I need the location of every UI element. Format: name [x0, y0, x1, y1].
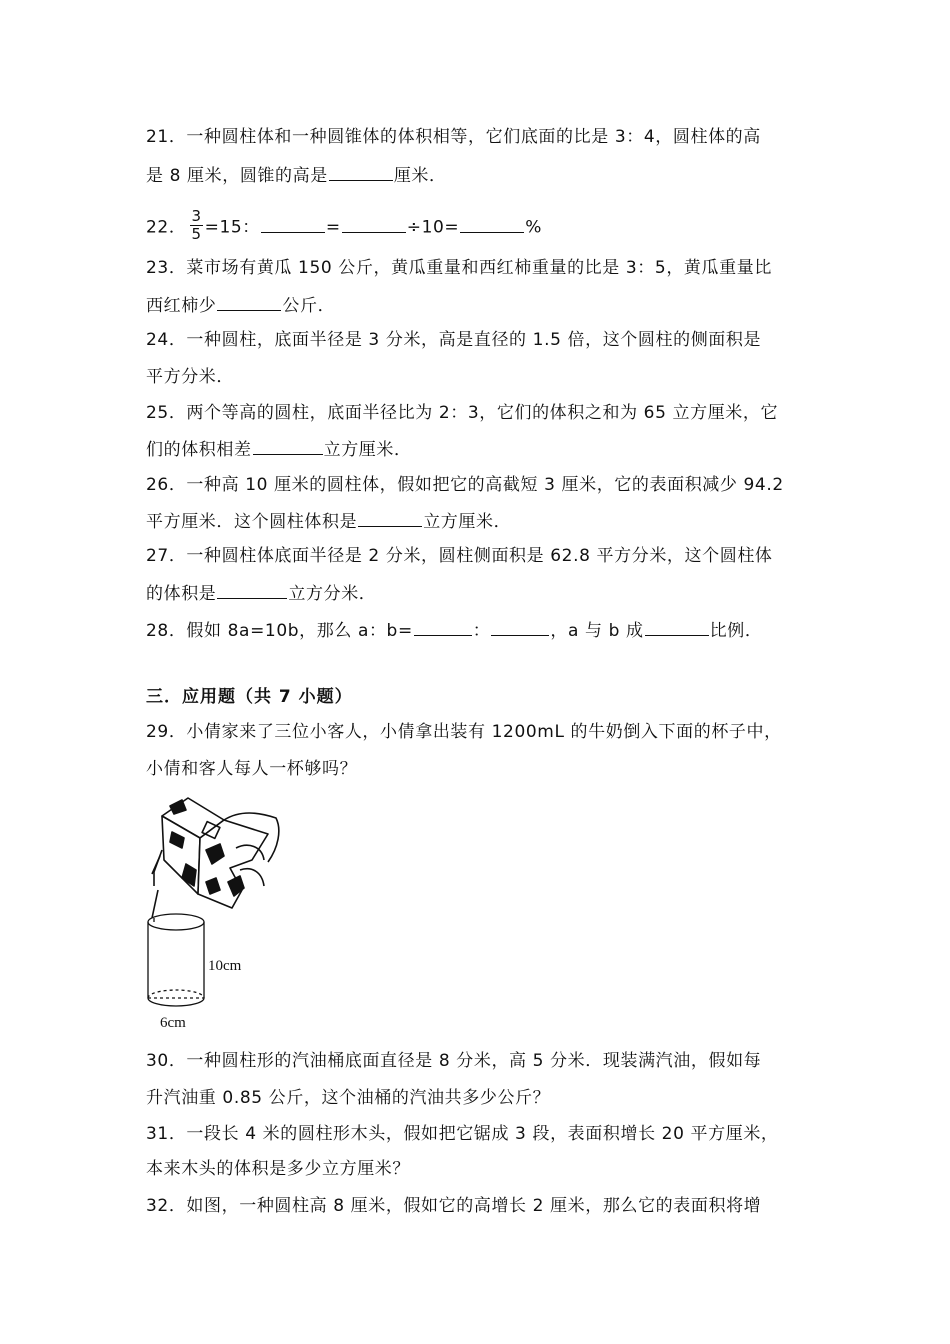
q26-line2: [146, 510, 511, 533]
q27-text-a: 的体积是: [146, 584, 217, 604]
answer-blank[interactable]: [217, 294, 281, 311]
q31-line1: 31．一段长 4 米的圆柱形木头，假如把它锯成 3 段，表面积增长 20 平方厘米，: [146, 1124, 779, 1144]
q22-part1: =15：: [204, 217, 260, 238]
answer-blank[interactable]: [342, 216, 406, 233]
q24-line1: 24．一种圆柱，底面半径是 3 分米，高是直径的 1.5 倍，这个圆柱的侧面积是: [146, 330, 762, 350]
q31-line2: 本来木头的体积是多少立方厘米？: [146, 1159, 410, 1179]
q28-text-a: 28．假如 8a=10b，那么 a：b=: [146, 621, 413, 641]
q21-text-a: 是 8 厘米，圆锥的高是: [146, 166, 328, 186]
q28-text-d: 比例．: [709, 621, 763, 641]
q28-line: [146, 619, 762, 642]
q22-part3: ÷10=: [406, 217, 460, 238]
q27-line2: [146, 582, 376, 605]
fraction-numerator: 3: [191, 207, 202, 225]
q22-part4: %: [525, 217, 543, 238]
q23-text-b: 公斤．: [282, 296, 336, 316]
q22-prefix: 22．: [146, 217, 187, 238]
answer-blank[interactable]: [329, 164, 393, 181]
answer-blank[interactable]: [253, 438, 323, 455]
q27-line1: 27．一种圆柱体底面半径是 2 分米，圆柱侧面积是 62.8 平方分米，这个圆柱体: [146, 546, 773, 566]
q21-text-b: 厘米．: [393, 166, 447, 186]
answer-blank[interactable]: [645, 619, 709, 636]
answer-blank[interactable]: [358, 510, 422, 527]
cup-diameter-label: 6cm: [160, 1015, 186, 1031]
q23-text-a: 西红柿少: [146, 296, 217, 316]
cylinder-cup-shape: [148, 914, 204, 1006]
section-title: 三．应用题（共 7 小题）: [146, 687, 353, 707]
fraction-denominator: 5: [191, 225, 202, 243]
q25-text-a: 们的体积相差: [146, 440, 252, 460]
answer-blank[interactable]: [460, 216, 524, 233]
q29-line1: 29．小倩家来了三位小客人，小倩拿出装有 1200mL 的牛奶倒入下面的杯子中，: [146, 722, 782, 742]
milk-carton-illustration: [152, 798, 279, 918]
q26-text-b: 立方厘米．: [423, 512, 512, 532]
answer-blank[interactable]: [414, 619, 472, 636]
q25-line2: [146, 438, 412, 461]
q23-line2: [146, 294, 335, 317]
answer-blank[interactable]: [261, 216, 325, 233]
q22-line: [146, 207, 543, 245]
cup-height-label: 10cm: [208, 958, 242, 974]
answer-blank[interactable]: [217, 582, 287, 599]
q25-line1: 25．两个等高的圆柱，底面半径比为 2：3，它们的体积之和为 65 立方厘米，它: [146, 403, 779, 423]
q28-text-c: ，a 与 b 成: [550, 621, 644, 641]
q32-line1: 32．如图，一种圆柱高 8 厘米，假如它的高增长 2 厘米，那么它的表面积将增: [146, 1196, 762, 1216]
q28-text-b: ：: [472, 621, 491, 641]
answer-blank[interactable]: [491, 619, 549, 636]
q23-line1: 23．菜市场有黄瓜 150 公斤，黄瓜重量和西红柿重量的比是 3：5，黄瓜重量比: [146, 258, 772, 278]
milk-pouring-figure: [140, 790, 290, 1035]
q21-line1: 21．一种圆柱体和一种圆锥体的体积相等，它们底面的比是 3：4，圆柱体的高: [146, 127, 761, 147]
q25-text-b: 立方厘米．: [323, 440, 412, 460]
q26-line1: 26．一种高 10 厘米的圆柱体，假如把它的高截短 3 厘米，它的表面积减少 94.2: [146, 475, 784, 495]
q30-line1: 30．一种圆柱形的汽油桶底面直径是 8 分米，高 5 分米．现装满汽油，假如每: [146, 1051, 762, 1071]
q24-line2: 平方分米．: [146, 367, 234, 387]
fraction: [190, 208, 202, 243]
q26-text-a: 平方厘米．这个圆柱体积是: [146, 512, 358, 532]
q29-line2: 小倩和客人每人一杯够吗？: [146, 759, 358, 779]
q21-line2: [146, 164, 447, 187]
q27-text-b: 立方分米．: [288, 584, 377, 604]
q22-part2: =: [325, 217, 341, 238]
q30-line2: 升汽油重 0.85 公斤，这个油桶的汽油共多少公斤？: [146, 1088, 551, 1108]
